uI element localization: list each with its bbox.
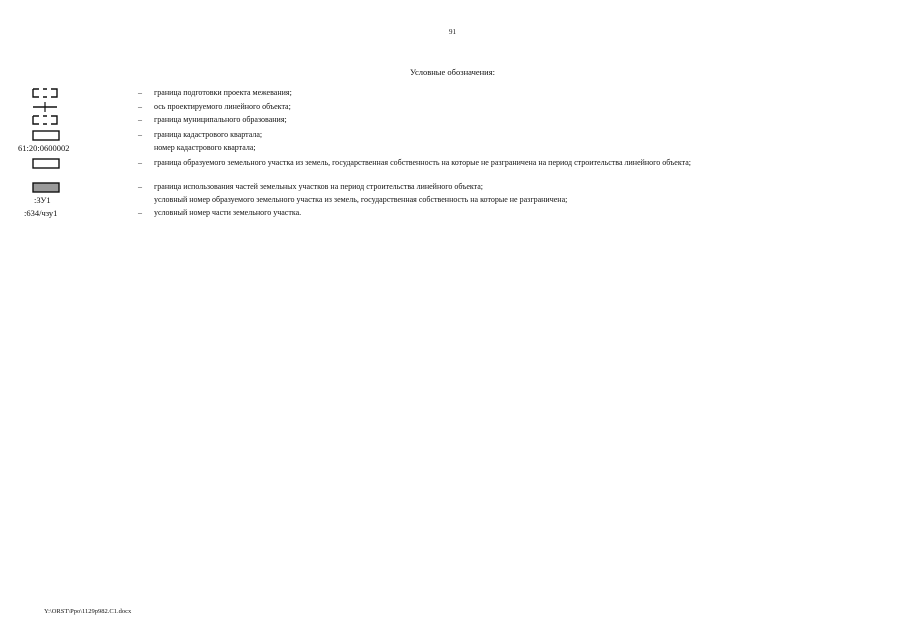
legend-symbol [0,182,130,193]
legend-text: ось проектируемого линейного объекта; [154,102,291,111]
legend-text: граница муниципального образования; [154,115,287,124]
legend-item [0,182,905,195]
legend-symbol [0,208,130,218]
cadastral-quarter-number: 61:20:0600002 [18,143,70,153]
legend-item [0,130,905,143]
legend-symbol [0,130,130,141]
legend-symbol [0,115,130,125]
dashed-rect-icon [32,88,58,98]
legend-item [0,195,905,208]
filled-gray-rect-icon [32,182,60,193]
legend-item [0,88,905,102]
legend-text: номер кадастрового квартала; [154,143,256,152]
legend-item [0,143,905,158]
legend-item [0,158,905,182]
legend-text: условный номер образуемого земельного участка из земель, государственная собственность на которые не разграничена; [154,195,568,204]
legend-title: Условные обозначения: [409,67,495,77]
legend-item [0,102,905,115]
legend-list [0,88,905,221]
dashed-rect-icon [32,115,58,125]
legend-dash: – [138,88,142,97]
solid-rect-icon [32,158,60,169]
legend-symbol [0,158,130,169]
legend-text: граница образуемого земельного участка из земель, государственная собственность на которые не разграничена на период строительства линейного объекта; [154,158,691,167]
legend-dash: – [138,158,142,167]
land-plot-part-number: :634/чзу1 [24,208,58,218]
legend-text: граница использования частей земельных участков на период строительства линейного объекта; [154,182,484,191]
legend-symbol [0,88,130,98]
legend-text: граница подготовки проекта межевания; [154,88,292,97]
page-number: 91 [449,28,456,36]
legend-symbol [0,143,130,153]
legend-dash: – [138,208,142,217]
legend-item [0,208,905,221]
legend-dash: – [138,182,142,191]
legend-dash: – [138,115,142,124]
solid-rect-icon [32,130,60,141]
axis-line-icon [32,102,58,112]
legend-text: условный номер части земельного участка. [154,208,302,217]
legend-symbol [0,102,130,112]
legend-item [0,115,905,130]
legend-text: граница кадастрового квартала; [154,130,263,139]
land-plot-number: :ЗУ1 [34,195,51,205]
footer-file-path: Y:\ORST\Ppo\1129p982.С1.docx [44,608,132,615]
legend-symbol [0,195,130,205]
legend-dash: – [138,130,142,139]
legend-dash: – [138,102,142,111]
